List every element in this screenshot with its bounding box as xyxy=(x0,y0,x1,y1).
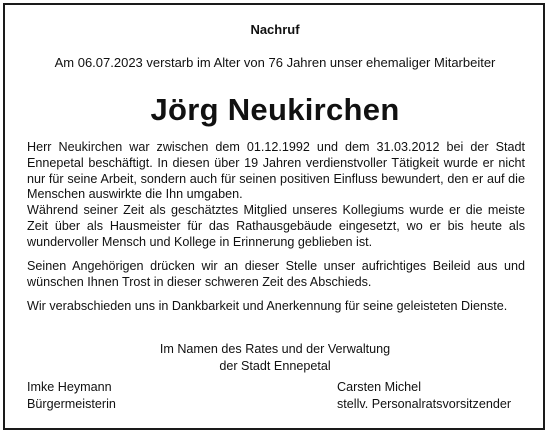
signature-name: Imke Heymann xyxy=(27,380,112,394)
paragraph-farewell xyxy=(27,299,525,315)
signature-left xyxy=(27,379,116,413)
paragraph-line: Seinen Angehörigen drücken wir an dieser Stelle unser aufrichtiges Beileid aus und wünschen Ihnen Trost in dieser schweren Zeit des Abschieds. xyxy=(27,259,525,289)
signature-right xyxy=(337,379,511,413)
intro-text: Am 06.07.2023 verstarb im Alter von 76 Jahren unser ehemaliger Mitarbeiter xyxy=(54,55,496,70)
paragraph-line: Herr Neukirchen war zwischen dem 01.12.1992 und dem 31.03.2012 bei der Stadt Ennepetal beschäftigt. In diesen über 19 Jahren verdienstvoller Tätigkeit wurde er nicht nur für seine Arbeit, sondern auch für seinen positiven Einfluss bewundert, den er auf die Menschen auswirkte die Ihn umgaben. xyxy=(27,140,525,202)
closing-line: Im Namen des Rates und der Verwaltung xyxy=(159,342,391,356)
closing-block xyxy=(0,341,550,374)
obituary-body xyxy=(27,140,525,323)
paragraph-career xyxy=(27,140,525,251)
paragraph-line: Während seiner Zeit als geschätztes Mitglied unseres Kollegiums wurde er die meiste Zeit über als Hausmeister für das Rathausgebäude eingesetzt, wo er bis heute als wundervoller Mensch und Kollege in Erinnerung geblieben ist. xyxy=(27,203,525,249)
signature-title: Bürgermeisterin xyxy=(27,397,116,411)
closing-line: der Stadt Ennepetal xyxy=(219,358,331,373)
signature-name: Carsten Michel xyxy=(337,380,421,394)
signature-title: stellv. Personalratsvorsitzender xyxy=(337,397,512,411)
paragraph-condolence xyxy=(27,259,525,291)
obituary-heading: Nachruf xyxy=(250,22,300,37)
deceased-name: Jörg Neukirchen xyxy=(150,92,400,127)
paragraph-line: Wir verabschieden uns in Dankbarkeit und Anerkennung für seine geleisteten Dienste. xyxy=(27,299,508,314)
